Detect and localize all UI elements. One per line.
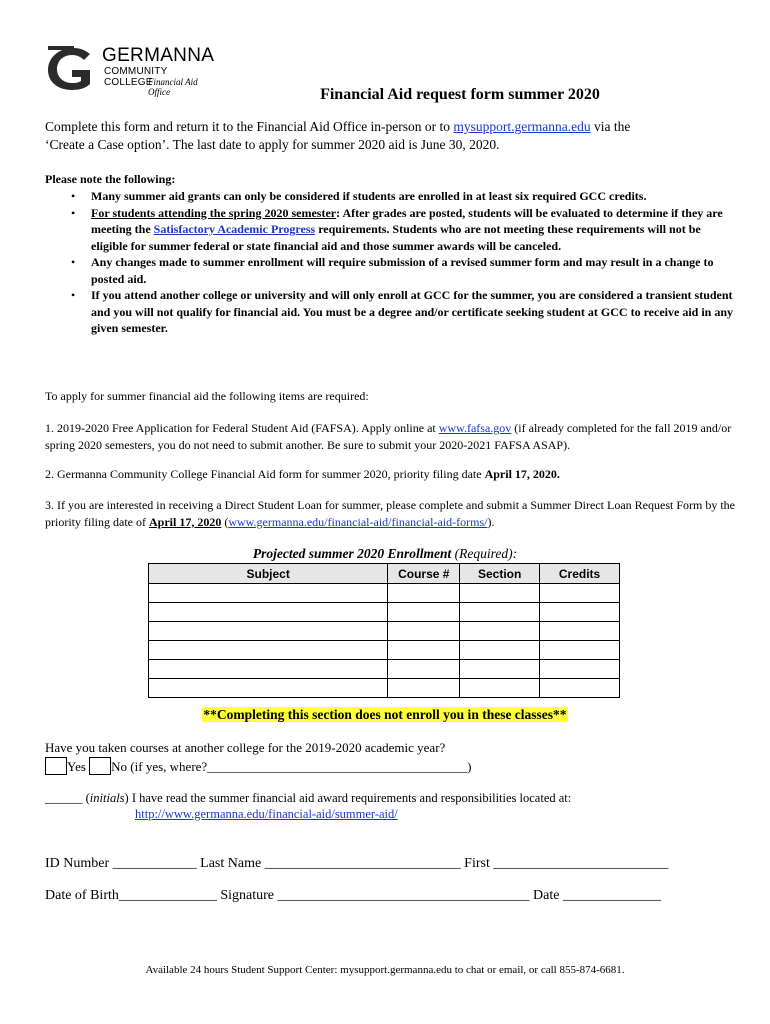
header-credits: Credits — [540, 564, 620, 584]
intro-text-1: Complete this form and return it to the Financial Aid Office in-person or to — [45, 119, 454, 134]
subject-cell[interactable] — [149, 584, 388, 603]
yes-label: Yes — [67, 759, 86, 774]
header-subject: Subject — [149, 564, 388, 584]
enrollment-title-text: Projected summer 2020 Enrollment — [252, 546, 452, 561]
footer-text: Available 24 hours Student Support Center: mysupport.germanna.edu to chat or email, or call 855-874-6681. — [145, 964, 625, 976]
table-row — [149, 584, 620, 603]
subject-cell[interactable] — [149, 622, 388, 641]
warning-text: **Completing this section does not enroll you in these classes** — [203, 707, 567, 722]
requirement-3-date: April 17, 2020 — [148, 514, 222, 529]
logo-line-1: GERMANNA — [102, 45, 215, 66]
credits-cell[interactable] — [540, 679, 620, 698]
credits-cell[interactable] — [540, 603, 620, 622]
table-header-row — [149, 564, 620, 584]
logo-line-2: COMMUNITY COLLEGE — [104, 66, 168, 88]
logo-line-3: Financial Aid Office — [148, 77, 198, 97]
subject-cell[interactable] — [149, 660, 388, 679]
enrollment-title — [0, 546, 770, 562]
section-cell[interactable] — [460, 603, 540, 622]
germanna-g-logo-icon — [44, 44, 100, 92]
requirement-3-text: 3. If you are interested in receiving a Direct Student Loan for summer, please complete and submit a Summer Direct Loan Request Form by the priority filing date of — [45, 498, 735, 529]
header-course: Course # — [388, 564, 460, 584]
notes-list — [45, 188, 735, 337]
no-label: No (if yes, where?________________________________________) — [111, 759, 472, 774]
enrollment-table — [148, 563, 620, 698]
form-title: Financial Aid request form summer 2020 — [320, 86, 600, 103]
list-item: • Many summer aid grants can only be considered if students are enrolled in at least six required GCC credits. — [71, 189, 647, 203]
credits-cell[interactable] — [540, 622, 620, 641]
note-item-3: Any changes made to summer enrollment will require submission of a revised summer form and may result in a change to posted aid. — [91, 255, 714, 286]
subject-cell[interactable] — [149, 603, 388, 622]
section-cell[interactable] — [460, 584, 540, 603]
list-item: • For students attending the spring 2020 semester: After grades are posted, students will be evaluated to determine if they are meeting the Satisfactory Academic Progress requirements. Students who are not meeting these requirements will not be eligible for summer federal or state financial aid and those summer awards will be canceled. — [71, 205, 723, 253]
course-cell[interactable] — [388, 660, 460, 679]
fafsa-link[interactable]: www.fafsa.gov — [438, 421, 512, 435]
table-row — [149, 622, 620, 641]
intro-line-2: ‘Create a Case option’. The last date to apply for summer 2020 aid is June 30, 2020. — [45, 137, 500, 152]
subject-cell[interactable] — [149, 641, 388, 660]
note-item-2-lead: For students attending the spring 2020 semester — [91, 205, 337, 220]
dob-signature-fields[interactable]: Date of Birth______________ Signature ____________________________________ Date ______________ — [45, 888, 661, 903]
note-item-4: If you attend another college or university and will only enroll at GCC for the summer, you are considered a transient student and you will not qualify for financial aid. You must be a degree and/or certificate seeking student at GCC to receive aid in any given semester. — [91, 288, 734, 335]
sap-link[interactable]: Satisfactory Academic Progress — [153, 222, 316, 236]
requirement-1-text: 1. 2019-2020 Free Application for Federal Student Aid (FAFSA). Apply online at — [45, 421, 439, 435]
id-name-fields[interactable]: ID Number ____________ Last Name ____________________________ First _________________________ — [45, 856, 669, 871]
credits-cell[interactable] — [540, 641, 620, 660]
requirement-3-open: ( — [221, 514, 229, 529]
notes-heading: Please note the following: — [45, 172, 176, 186]
section-cell[interactable] — [460, 622, 540, 641]
requirement-2 — [45, 466, 735, 483]
loan-forms-link[interactable]: www.germanna.edu/financial-aid/financial-aid-forms/ — [228, 514, 488, 529]
course-cell[interactable] — [388, 584, 460, 603]
enrollment-required: (Required): — [451, 546, 518, 561]
list-item: • If you attend another college or university and will only enroll at GCC for the summer, you are considered a transient student and you will not qualify for financial aid. You must be a degree and/or certificate seeking student at GCC to receive aid in any given semester. — [71, 288, 734, 335]
table-row — [149, 603, 620, 622]
initials-statement — [45, 791, 571, 806]
enrollment-warning — [0, 706, 770, 724]
requirement-1 — [45, 420, 735, 453]
requirement-1-text-b: (if already completed for the fall 2019 and/or spring 2020 semesters, you do not need to submit another. Be sure to submit your 2020-2021 FAFSA ASAP). — [45, 421, 732, 452]
header-section: Section — [460, 564, 540, 584]
summer-aid-link[interactable]: http://www.germanna.edu/financial-aid/summer-aid/ — [135, 807, 398, 821]
initials-label: initials — [89, 791, 125, 805]
intro-paragraph — [45, 118, 735, 154]
requirement-2-date: April 17, 2020. — [484, 467, 560, 481]
initials-blank[interactable]: ______ ( — [45, 791, 90, 805]
yes-checkbox[interactable] — [45, 757, 67, 775]
course-cell[interactable] — [388, 641, 460, 660]
requirements-intro: To apply for summer financial aid the following items are required: — [45, 389, 369, 403]
course-cell[interactable] — [388, 679, 460, 698]
section-cell[interactable] — [460, 641, 540, 660]
course-cell[interactable] — [388, 622, 460, 641]
section-cell[interactable] — [460, 660, 540, 679]
requirement-3-close: ). — [487, 514, 495, 529]
table-row — [149, 660, 620, 679]
note-item-1: Many summer aid grants can only be considered if students are enrolled in at least six required GCC credits. — [91, 189, 647, 203]
credits-cell[interactable] — [540, 660, 620, 679]
intro-text-2: via the — [590, 119, 631, 134]
requirement-2-text: 2. Germanna Community College Financial Aid form for summer 2020, priority filing date — [45, 467, 485, 481]
table-row — [149, 679, 620, 698]
subject-cell[interactable] — [149, 679, 388, 698]
no-checkbox[interactable] — [89, 757, 111, 775]
other-college-answer — [45, 757, 472, 775]
list-item: • Any changes made to summer enrollment will require submission of a revised summer form and may result in a change to posted aid. — [71, 255, 714, 286]
credits-cell[interactable] — [540, 584, 620, 603]
mysupport-link[interactable]: mysupport.germanna.edu — [453, 119, 591, 134]
note-item-2-a: : After grades are posted, students will be evaluated to determine if they are meeting the — [91, 205, 723, 236]
other-college-question: Have you taken courses at another college for the 2019-2020 academic year? — [45, 740, 446, 755]
table-row — [149, 641, 620, 660]
note-item-2-b: requirements. Students who are not meeting these requirements will not be eligible for summer federal or state financial aid and those summer awards will be canceled. — [91, 222, 701, 253]
summer-aid-url — [135, 807, 398, 822]
requirement-3 — [45, 497, 735, 530]
initials-text: ) I have read the summer financial aid award requirements and responsibilities located at: — [124, 791, 572, 805]
course-cell[interactable] — [388, 603, 460, 622]
section-cell[interactable] — [460, 679, 540, 698]
